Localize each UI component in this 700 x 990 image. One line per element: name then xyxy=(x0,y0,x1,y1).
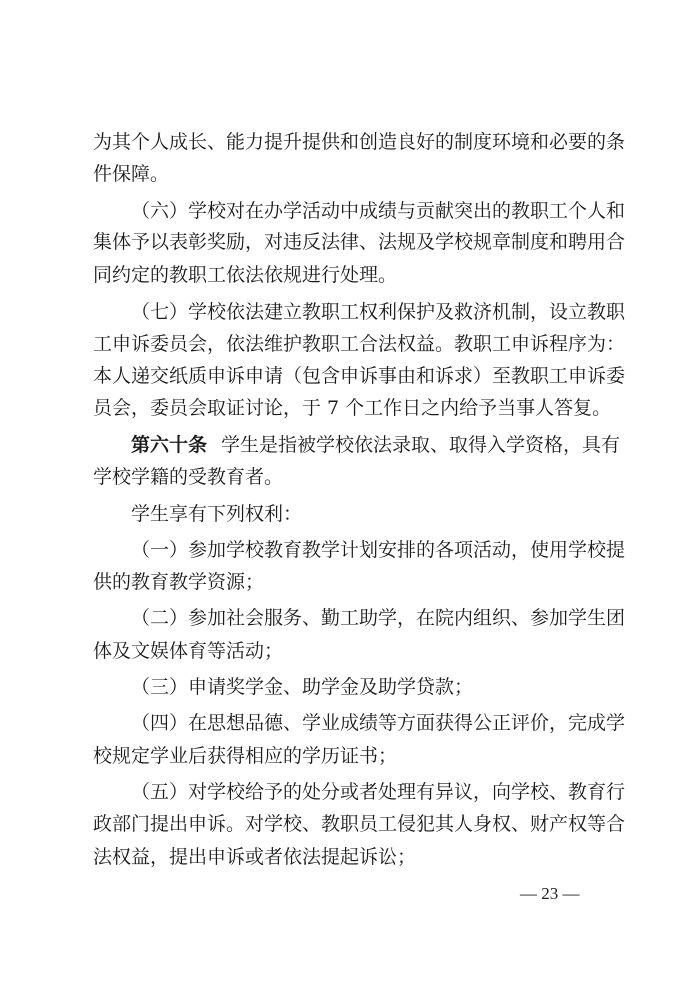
body-text-line: 学生享有下列权利： xyxy=(131,502,303,525)
body-text-line: 供的教育教学资源； xyxy=(93,571,265,594)
body-text-line: 员会，委员会取证讨论，于 7 个工作日之内给予当事人答复。 xyxy=(93,396,612,419)
list-item-2: （二）参加社会服务、勤工助学，在院内组织、参加学生团 xyxy=(131,607,626,630)
body-text-line: 工申诉委员会，依法维护教职工合法权益。教职工申诉程序为： xyxy=(93,332,626,355)
body-text-line: 法权益，提出申诉或者依法提起诉讼； xyxy=(93,846,417,868)
paragraph-item-7: （七）学校依法建立教职工权利保护及救济机制，设立教职 xyxy=(131,300,626,323)
list-item-4: （四）在思想品德、学业成绩等方面获得公正评价，完成学 xyxy=(131,712,626,735)
body-text-line: 本人递交纸质申诉申请（包含申诉事由和诉求）至教职工申诉委 xyxy=(93,365,626,388)
paragraph-item-6: （六）学校对在办学活动中成绩与贡献突出的教职工个人和 xyxy=(131,199,626,222)
body-text-line: 校规定学业后获得相应的学历证书； xyxy=(93,744,398,767)
body-text-line: 为其个人成长、能力提升提供和创造良好的制度环境和必要的条 xyxy=(93,131,626,153)
list-item-5: （五）对学校给予的处分或者处理有异议，向学校、教育行 xyxy=(131,780,626,803)
body-text-line: 学校学籍的受教育者。 xyxy=(93,466,284,489)
article-text: 学生是指被学校依法录取、取得入学资格，具有 xyxy=(221,433,621,456)
article-heading: 第六十条 xyxy=(131,433,208,456)
body-text-line: 集体予以表彰奖励，对违反法律、法规及学校规章制度和聘用合 xyxy=(93,231,626,254)
page-number: — 23 — xyxy=(520,884,580,903)
article-paragraph xyxy=(131,433,621,457)
body-text-line: 政部门提出申诉。对学校、教职员工侵犯其人身权、财产权等合 xyxy=(93,813,626,836)
list-item-3: （三）申请奖学金、助学金及助学贷款； xyxy=(131,676,474,699)
body-text-line: 体及文娱体育等活动； xyxy=(93,639,284,662)
body-text-line: 件保障。 xyxy=(93,162,170,185)
body-text-line: 同约定的教职工依法依规进行处理。 xyxy=(93,263,398,286)
list-item-1: （一）参加学校教育教学计划安排的各项活动，使用学校提 xyxy=(131,538,626,561)
